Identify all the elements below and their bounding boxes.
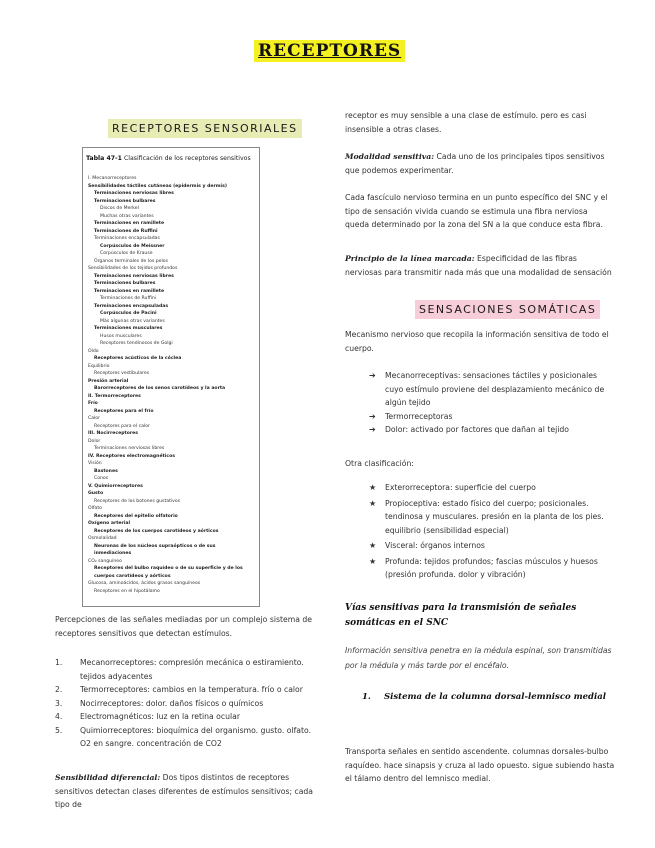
table-row: III. Nocirreceptores: [88, 431, 139, 436]
table-row: Discos de Merkel: [100, 206, 139, 211]
table-row: Dolor: [88, 438, 101, 444]
table-row: Corpúsculos de Krause: [100, 251, 153, 256]
table-row: Receptores tendinosos de Golgi: [100, 341, 173, 346]
table-row: Receptores acústicos de la cóclea: [94, 356, 182, 361]
table-row: inmediaciones: [94, 551, 132, 556]
table-row: Oxígeno arterial: [88, 521, 131, 526]
modalidad-paragraph: [345, 150, 613, 177]
list-item: 1. Mecanorreceptores: compresión mecánica o estiramiento. tejidos adyacentes: [55, 658, 304, 681]
table-row: Calor: [88, 416, 100, 421]
mecanismo-paragraph: Mecanismo nervioso que recopila la información sensitiva de todo el cuerpo.: [345, 330, 609, 353]
table-row: Terminaciones nerviosas libres: [94, 191, 174, 196]
principio-paragraph: [345, 252, 613, 279]
section-heading-receptores-sensoriales: RECEPTORES SENSORIALES: [108, 119, 302, 138]
table-row: Oído: [88, 348, 99, 354]
sensibilidad-diferencial-text: Dos tipos distintos de receptores sensitivos detectan clases diferentes de estímulos sensitivos; cada tipo de: [55, 773, 314, 809]
classification-table: [82, 147, 260, 607]
table-row: Receptores vestibulares: [94, 371, 150, 376]
list-item: 2. Termorreceptores: cambios en la temperatura. frío o calor: [55, 685, 303, 694]
list-item: ★ Profunda: tejidos profundos; fascias músculos y huesos (presión profunda. dolor y vibración): [369, 556, 598, 579]
table-row: Glucosa, aminoácidos, ácidos grasos sanguíneos: [88, 581, 201, 586]
sensibilidad-diferencial-paragraph: [55, 771, 315, 812]
continuation-paragraph: receptor es muy sensible a una clase de estímulo. pero es casi insensible a otras clases.: [345, 111, 587, 134]
table-row: IV. Receptores electromagnéticos: [88, 453, 175, 459]
table-row: Más algunas otras variantes: [100, 318, 165, 324]
table-row: cuerpos carotídeos y aórticos: [94, 573, 171, 579]
table-row: Gusto: [88, 491, 104, 496]
table-row: II. Termorreceptores: [88, 393, 141, 399]
table-row: V. Quimiorreceptores: [88, 483, 143, 489]
table-row: Terminaciones encapsuladas: [94, 303, 169, 309]
table-row: Corpúsculos de Pacini: [100, 311, 157, 316]
table-caption-text: Clasificación de los receptores sensitivos: [123, 155, 251, 162]
table-row: Barorreceptores de los senos carotídeos y la aorta: [94, 386, 226, 391]
vias-sensitivas-heading: Vías sensitivas para la transmisión de señales somáticas en el SNC: [345, 603, 577, 628]
list-item: ➔ Mecanorreceptivas: sensaciones táctiles y posicionales cuyo estímulo proviene del desplazamiento mecánico de algún tejido: [369, 371, 605, 407]
table-row: Terminaciones musculares: [94, 326, 163, 331]
list-item: ➔ Dolor: activado por factores que dañan al tejido: [385, 423, 613, 437]
arrow-icon: ➔: [369, 425, 376, 434]
table-row: Terminaciones bulbares: [94, 198, 156, 204]
table-row: Terminaciones encapsuladas: [94, 236, 160, 241]
table-row: Terminaciones de Ruffini: [94, 228, 158, 234]
page-title: RECEPTORES: [254, 40, 405, 62]
sensibilidad-diferencial-label: Sensibilidad diferencial:: [55, 773, 161, 782]
otra-clasificacion-label: Otra clasificación:: [345, 459, 414, 468]
receptor-types-list: [55, 656, 312, 751]
table-row: I. Mecanorreceptores: [88, 176, 137, 181]
classification-star-list: [369, 481, 613, 582]
sistema-title: Sistema de la columna dorsal-lemnisco medial: [384, 692, 606, 702]
modalidad-label: Modalidad sensitiva:: [345, 152, 435, 161]
table-row: Receptores del bulbo raquídeo o de su superficie y de los: [94, 566, 243, 571]
table-row: Terminaciones bulbares: [94, 281, 156, 286]
list-item: 5. Quimiorreceptores: bioquímica del organismo. gusto. olfato. O2 en sangre. concentración de CO2: [55, 725, 312, 748]
table-row: Sensibilidades de los tejidos profundos: [88, 266, 178, 271]
table-row: Sensibilidades táctiles cutáneas (epidermis y dermis): [88, 183, 227, 189]
list-item: ➔ Termorreceptoras: [385, 410, 613, 424]
table-row: Receptores para el calor: [94, 423, 150, 429]
list-item: 3. Nocirreceptores: dolor. daños físicos o químicos: [55, 698, 264, 708]
fasciculo-paragraph: Cada fascículo nervioso termina en un punto específico del SNC y el tipo de sensación vivida cuando se estimula una fibra nerviosa queda determinado por la zona del SN a la que conduce esta fibra.: [345, 193, 608, 229]
principio-text: Especificidad de las fibras nerviosas para transmitir nada más que una modalidad de sensación: [345, 254, 612, 277]
star-icon: ★: [369, 498, 377, 508]
table-row: Receptores en el hipotálamo: [94, 588, 160, 594]
table-row: Conos: [94, 476, 109, 481]
table-row: Corpúsculos de Meissner: [100, 243, 165, 249]
star-icon: ★: [369, 483, 377, 492]
table-row: Presión arterial: [88, 378, 129, 384]
table-row: Husos musculares: [100, 333, 142, 339]
sistema-number: 1.: [362, 692, 371, 702]
star-icon: ★: [369, 556, 377, 566]
table-row: Receptores de los botones gustativos: [94, 498, 181, 504]
table-row: Receptores para el frío: [94, 408, 154, 414]
table-row: Bastones: [94, 468, 118, 474]
table-row: Terminaciones en ramillete: [94, 221, 165, 226]
table-row: Receptores de los cuerpos carotídeos y aórticos: [94, 528, 219, 534]
list-item: 4. Electromagnéticos: luz en la retina ocular: [55, 712, 240, 721]
table-row: Receptores del epitelio olfatorio: [94, 513, 178, 519]
intro-paragraph: Percepciones de las señales mediadas por un complejo sistema de receptores sensitivos que detectan estímulos.: [55, 615, 312, 638]
table-row: Frío: [88, 401, 98, 406]
table-row: Neuronas de los núcleos supraópticos o de sus: [94, 543, 216, 549]
table-row: Olfato: [88, 506, 102, 511]
table-row: Terminaciones nerviosas libres: [94, 446, 165, 451]
principio-label: Principio de la línea marcada:: [345, 254, 475, 263]
table-row: CO₂ sanguíneo: [88, 558, 122, 564]
table-row: Terminaciones de Ruffini: [100, 296, 157, 301]
table-row: Terminaciones nerviosas libres: [94, 273, 174, 279]
modalidad-text: Cada uno de los principales tipos sensitivos que podemos experimentar.: [345, 152, 605, 175]
table-row: Órganos terminales de los pelos: [94, 258, 168, 264]
list-item: ★ Propioceptiva: estado físico del cuerpo; posicionales. tendinosa y musculares. presión en la planta de los pies. equilibrio (sensibilidad especial): [369, 498, 604, 535]
table-row: Equilibrio: [88, 363, 110, 369]
sensation-arrow-list: [369, 369, 613, 437]
vias-sensitivas-text: Información sensitiva penetra en la médula espinal, son transmitidas por la médula y más tarde por el encéfalo.: [345, 646, 612, 670]
arrow-icon: ➔: [369, 411, 376, 421]
table-row: Osmolalidad: [88, 536, 117, 541]
arrow-icon: ➔: [369, 371, 376, 380]
list-item: ★ Exterorreceptora: superficie del cuerpo: [385, 481, 613, 495]
transporta-paragraph: Transporta señales en sentido ascendente. columnas dorsales-bulbo raquídeo. hace sinapsis y cruza al lado opuesto. sigue subiendo hasta el tálamo dentro del lemnisco medial.: [345, 747, 615, 783]
table-caption: [86, 155, 254, 162]
table-row: Visión: [88, 461, 102, 466]
section-heading-sensaciones-somaticas: SENSACIONES SOMÁTICAS: [415, 300, 600, 319]
list-item: ★ Visceral: órganos internos: [385, 539, 613, 553]
table-caption-number: Tabla 47-1: [86, 155, 122, 162]
star-icon: ★: [369, 541, 377, 550]
table-row: Terminaciones en ramillete: [94, 288, 165, 294]
table-row: Muchas otras variantes: [100, 213, 154, 219]
